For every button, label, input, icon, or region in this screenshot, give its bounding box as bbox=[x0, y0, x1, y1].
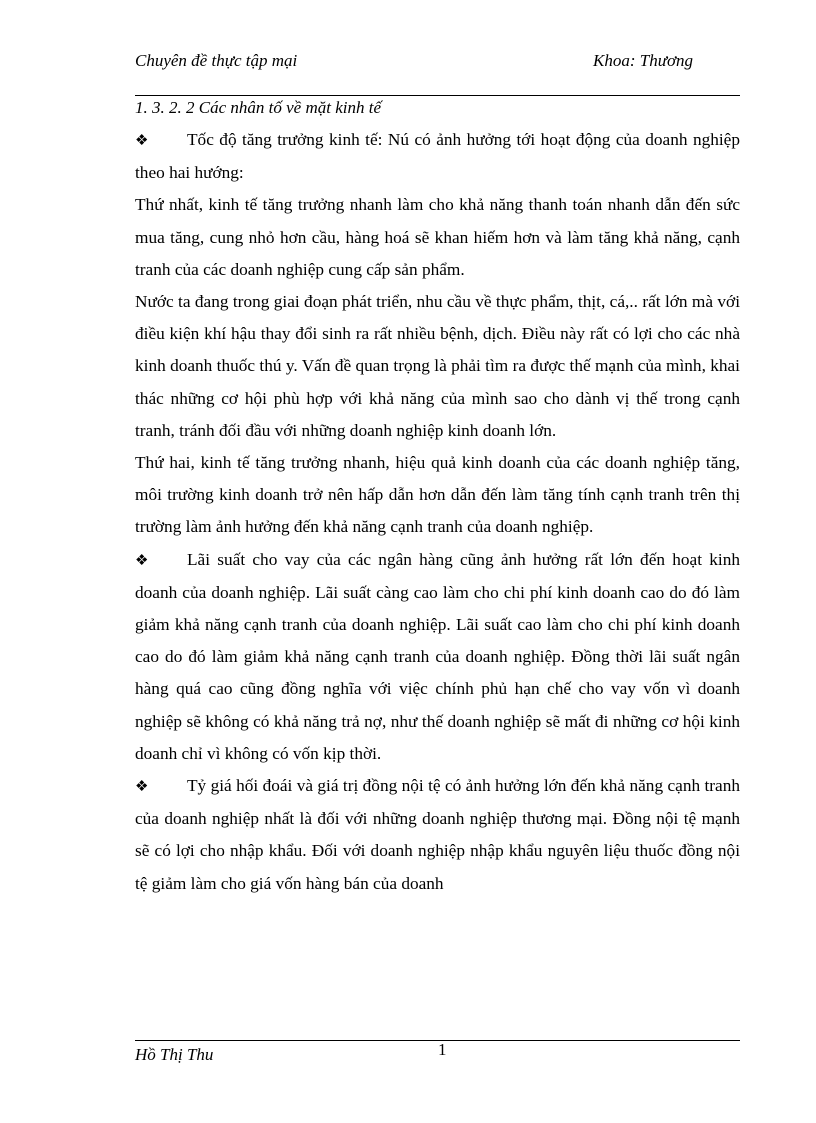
bullet-icon: ❖ bbox=[135, 552, 149, 569]
paragraph-6 bbox=[135, 770, 740, 900]
paragraph-text: Tỷ giá hối đoái và giá trị đồng nội tệ có ảnh hưởng lớn đến khả năng cạnh tranh của doanh nghiệp nhất là đối với những doanh nghiệp thương mại. Đồng nội tệ mạnh sẽ có lợi cho nhập khẩu. Đối với doanh nghiệp nhập khẩu nguyên liệu thuốc đồng nội tệ giảm làm cho giá vốn hàng bán của doanh bbox=[135, 776, 740, 893]
bullet-icon: ❖ bbox=[135, 133, 149, 149]
paragraph-text: Thứ hai, kinh tế tăng trưởng nhanh, hiệu quả kinh doanh của các doanh nghiệp tăng, môi trường kinh doanh trở nên hấp dẫn hơn dẫn đến làm tăng tính cạnh tranh trên thị trường làm ảnh hưởng đến khả năng cạnh tranh của doanh nghiệp. bbox=[135, 453, 740, 537]
header-rule bbox=[135, 95, 740, 96]
document-body bbox=[135, 124, 740, 900]
bullet-icon: ❖ bbox=[135, 779, 149, 796]
paragraph-2 bbox=[135, 189, 740, 286]
paragraph-3 bbox=[135, 286, 740, 447]
page-number: 1 bbox=[438, 1040, 447, 1059]
paragraph-1 bbox=[135, 124, 740, 189]
paragraph-4 bbox=[135, 447, 740, 544]
header-right: Khoa: Thương bbox=[593, 51, 694, 70]
paragraph-text: Lãi suất cho vay của các ngân hàng cũng ảnh hưởng rất lớn đến hoạt kinh doanh của doanh nghiệp. Lãi suất càng cao làm cho chi phí kinh doanh cao do đó làm giảm khả năng cạnh tranh của doanh nghiệp. Lãi suất cao làm cho chi phí kinh doanh cao do đó làm giảm khả năng cạnh tranh của doanh nghiệp. Đồng thời lãi suất ngân hàng quá cao cũng đồng nghĩa với việc chính phủ hạn chế cho vay vốn vì doanh nghiệp sẽ không có khả năng trả nợ, như thế doanh nghiệp sẽ mất đi những cơ hội kinh doanh chỉ vì không có vốn kịp thời. bbox=[135, 549, 740, 763]
footer-author: Hồ Thị Thu bbox=[135, 1045, 214, 1064]
paragraph-text: Tốc độ tăng trưởng kinh tế: Nú có ảnh hưởng tới hoạt động của doanh nghiệp theo hai hướng: bbox=[135, 130, 740, 183]
header-left: Chuyên đề thực tập mại bbox=[135, 51, 298, 70]
paragraph-5 bbox=[135, 544, 740, 770]
paragraph-text: Thứ nhất, kinh tế tăng trưởng nhanh làm cho khả năng thanh toán nhanh dẫn đến sức mua tăng, cung nhỏ hơn cầu, hàng hoá sẽ khan hiếm hơn và làm tăng khả năng, cạnh tranh của các doanh nghiệp cung cấp sản phẩm. bbox=[135, 195, 740, 279]
section-title: 1. 3. 2. 2 Các nhân tố về mặt kinh tế bbox=[135, 98, 381, 117]
paragraph-text: Nước ta đang trong giai đoạn phát triển, nhu cầu về thực phẩm, thịt, cá,.. rất lớn mà với điều kiện khí hậu thay đổi sinh ra rất nhiều bệnh, dịch. Điều này rất có lợi cho các nhà kinh doanh thuốc thú y. Vấn đề quan trọng là phải tìm ra được thế mạnh của mình, khai thác những cơ hội phù hợp với khả năng của mình sao cho dành vị thế trong cạnh tranh, tránh đối đầu với những doanh nghiệp kinh doanh lớn. bbox=[135, 292, 740, 440]
